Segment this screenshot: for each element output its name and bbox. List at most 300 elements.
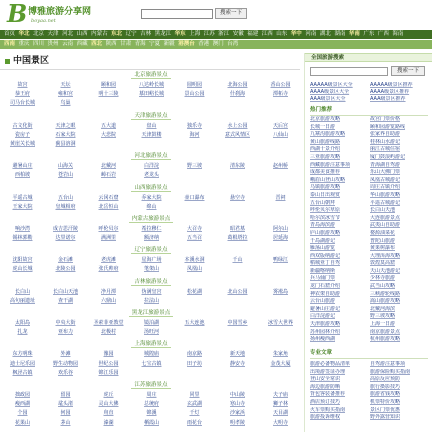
scenic-link[interactable]: 千山	[232, 257, 243, 264]
nav-province-link[interactable]: 辽宁	[125, 31, 137, 37]
scenic-link[interactable]: 沙家浜	[229, 410, 245, 417]
logo-mark[interactable]: B	[7, 0, 28, 28]
scenic-link[interactable]: 老龙头	[143, 172, 159, 179]
scenic-link[interactable]: 壶口瀑布	[184, 194, 205, 201]
hot-link[interactable]: 北京旅游攻略	[310, 116, 341, 122]
scenic-link[interactable]: 留园	[60, 391, 71, 398]
grade-link[interactable]: AAA级景区推荐	[370, 96, 406, 102]
hot-link[interactable]: 张家界自助游	[370, 131, 401, 138]
scenic-link[interactable]: 五台山	[57, 194, 73, 201]
scenic-link[interactable]: 寒山寺	[229, 401, 245, 408]
nav-province-link[interactable]: 河北	[62, 31, 74, 37]
scenic-link[interactable]: 达里诺尔	[55, 235, 76, 242]
article-link[interactable]: 旅游投诉维权	[310, 414, 341, 421]
article-link[interactable]: 酒店预订技巧	[310, 398, 341, 405]
hot-link[interactable]: 峨眉山登山攻略	[310, 176, 346, 183]
hot-link[interactable]: 大连旅游景点	[370, 214, 401, 221]
scenic-section	[0, 245, 302, 274]
scenic-link[interactable]: 田子坊	[186, 360, 202, 367]
scenic-link[interactable]: 黄崖关长城	[9, 140, 35, 147]
scenic-link[interactable]: 故宫	[17, 82, 28, 88]
hot-link[interactable]: 上海一日游	[370, 321, 396, 328]
scenic-link[interactable]: 雨花台	[186, 419, 202, 426]
scenic-link[interactable]: 明孝陵	[229, 419, 245, 426]
scenic-link[interactable]: 五大道	[100, 122, 116, 129]
scenic-link[interactable]: 茅山	[60, 419, 71, 426]
scenic-link[interactable]: 查干湖	[57, 297, 73, 304]
scenic-link[interactable]: 满洲里	[100, 235, 116, 242]
hot-link[interactable]: 普陀山旅游	[370, 237, 396, 244]
scenic-link[interactable]: 皇城相府	[55, 203, 76, 210]
scenic-link[interactable]: 玄武湖	[186, 401, 202, 408]
article-link[interactable]: 火车票购买指南	[310, 406, 346, 413]
scenic-link[interactable]: 大悲院	[100, 131, 116, 138]
scenic-link[interactable]: 八仙山	[272, 131, 288, 138]
nav-province-link[interactable]: 海南	[392, 31, 404, 37]
scenic-link[interactable]: 汤旺河	[143, 329, 159, 336]
article-link[interactable]: 自驾游注意事项	[370, 361, 406, 367]
nav-region-label[interactable]: 港澳台	[178, 41, 195, 47]
hot-link[interactable]: 故宫门票价格	[370, 116, 401, 122]
nav-province-link[interactable]: 澳门	[212, 41, 224, 47]
hot-link[interactable]: 武当山攻略	[370, 283, 396, 290]
section-title[interactable]: 上海旅游景点	[131, 341, 170, 348]
scenic-link[interactable]: 金石滩	[57, 257, 73, 264]
nav-province-link[interactable]: 江西	[261, 31, 273, 37]
scenic-link[interactable]: 扎龙	[17, 329, 28, 336]
scenic-link[interactable]: 八达岭长城	[138, 82, 164, 88]
nav-region-label[interactable]: 华南	[348, 31, 360, 37]
scenic-link[interactable]: 东方明珠	[12, 351, 33, 358]
hot-link[interactable]: 九寨沟旅游攻略	[310, 131, 346, 138]
nav-province-link[interactable]: 宁夏	[149, 41, 161, 47]
scenic-link[interactable]: 海河	[189, 131, 200, 138]
scenic-link[interactable]: 大召寺	[186, 225, 202, 232]
scenic-link[interactable]: 北陵公园	[55, 266, 76, 273]
scenic-link[interactable]: 北极村	[100, 329, 116, 336]
scenic-link[interactable]: 圣索菲亚教堂	[93, 320, 124, 326]
hot-link[interactable]: 青海湖自驾游	[370, 161, 401, 168]
scenic-link[interactable]: 外滩	[60, 351, 71, 358]
hot-link[interactable]: 青岛海滨游	[310, 222, 336, 229]
scenic-link[interactable]: 枫泾古镇	[12, 369, 33, 376]
nav-province-link[interactable]: 浙江	[218, 31, 230, 37]
scenic-link[interactable]: 北海公园	[227, 82, 248, 88]
scenic-link[interactable]: 中央大街	[55, 320, 76, 326]
section-title[interactable]: 山西旅游景点	[131, 185, 170, 192]
hot-link[interactable]: 五台山朝拜	[310, 199, 336, 206]
article-link[interactable]: 旅行摄影技巧	[370, 383, 401, 390]
scenic-link[interactable]: 天津之眼	[55, 122, 76, 129]
scenic-link[interactable]: 响沙湾	[14, 225, 30, 232]
scenic-link[interactable]: 净月潭	[100, 288, 116, 295]
nav-province-link[interactable]: 陕西	[105, 41, 117, 47]
scenic-link[interactable]: 锦溪	[146, 410, 157, 417]
hot-link[interactable]: 嵩山旅游攻略	[370, 298, 401, 305]
scenic-link[interactable]: 周庄	[146, 391, 157, 398]
scenic-link[interactable]: 中山陵	[229, 391, 245, 398]
scenic-link[interactable]: 平遥古城	[12, 194, 33, 201]
nav-province-link[interactable]: 内蒙古	[91, 31, 108, 37]
nav-row-2	[0, 40, 432, 49]
nav-region-label[interactable]: 华中	[290, 31, 302, 37]
hot-link[interactable]: 少林寺旅游	[370, 275, 396, 282]
scenic-link[interactable]: 伪满皇宫	[141, 288, 162, 295]
scenic-link[interactable]: 七宝古镇	[141, 360, 162, 367]
nav-province-link[interactable]: 甘肃	[120, 41, 132, 47]
scenic-link[interactable]: 希拉穆仁	[141, 225, 162, 232]
section-title-bar	[0, 245, 302, 256]
scenic-link[interactable]: 锦江乐园	[98, 369, 119, 376]
hot-link[interactable]: 稻城亚丁自驾	[310, 260, 341, 267]
sidebar-search-input[interactable]	[310, 67, 388, 76]
nav-province-link[interactable]: 新疆	[163, 41, 175, 47]
scenic-link[interactable]: 鸟巢	[60, 100, 71, 107]
scenic-link[interactable]: 本溪水洞	[184, 257, 205, 264]
scenic-link[interactable]: 张氏帅府	[98, 266, 119, 273]
hot-link[interactable]: 大理洱海攻略	[370, 252, 401, 259]
scenic-link[interactable]: 朱家角	[272, 351, 288, 358]
nav-province-link[interactable]: 安徽	[232, 31, 244, 37]
nav-province-link[interactable]: 黑龙江	[154, 31, 172, 37]
scenic-link[interactable]: 世纪公园	[98, 360, 119, 367]
hot-link[interactable]: 桂林山水游记	[370, 138, 401, 145]
scenic-link[interactable]: 溱湖	[103, 419, 114, 426]
nav-home-link[interactable]: 首页	[4, 31, 16, 37]
scenic-link[interactable]: 恭王府	[14, 91, 30, 98]
scenic-link[interactable]: 高句丽遗址	[9, 297, 35, 304]
article-link[interactable]: 旅游保险购买指南	[370, 368, 411, 375]
article-link[interactable]: 高原反应预防	[370, 376, 401, 383]
scenic-link[interactable]: 什刹海	[229, 91, 245, 98]
scenic-link[interactable]: 瘦西湖	[14, 401, 30, 408]
grade-link[interactable]: AAA级景区大全	[310, 96, 346, 102]
scenic-link[interactable]: 悬空寺	[229, 194, 245, 201]
hot-link[interactable]: 扬州瘦西湖	[310, 336, 336, 343]
scenic-link[interactable]: 六鼎山	[100, 297, 116, 304]
scenic-link[interactable]: 盘山	[146, 122, 157, 129]
article-link[interactable]: 机票特价攻略	[370, 398, 401, 405]
hot-link[interactable]: 龙门石窟介绍	[310, 283, 341, 290]
grade-link[interactable]: AAAA级景区大全	[310, 89, 350, 95]
hot-link[interactable]: 雁荡山游览	[310, 245, 336, 252]
scenic-link[interactable]: 北山公园	[227, 288, 248, 295]
hot-link[interactable]: 野三坡攻略	[370, 313, 396, 320]
hot-link[interactable]: 苏州园林介绍	[310, 328, 341, 335]
scenic-link[interactable]: 清东陵	[229, 163, 245, 170]
scenic-link[interactable]: 灵山大佛	[98, 401, 119, 408]
scenic-link[interactable]: 雾凇岛	[272, 288, 288, 295]
scenic-link[interactable]: 晋祠	[275, 194, 286, 201]
scenic-link[interactable]: 新天地	[229, 351, 245, 358]
hot-link[interactable]: 北戴河海滨	[370, 305, 396, 312]
hot-link[interactable]: 凤凰古城游记	[370, 176, 401, 183]
scenic-link[interactable]: 天后宫	[272, 122, 288, 129]
scenic-link[interactable]: 栖霞山	[143, 419, 159, 426]
scenic-link[interactable]: 锡林郭勒	[12, 235, 33, 242]
hot-link[interactable]: 周庄古镇介绍	[370, 184, 401, 191]
article-link[interactable]: 景区门票优惠	[370, 406, 401, 413]
scenic-link[interactable]: 拉法山	[143, 297, 159, 304]
scenic-link[interactable]: 呼伦贝尔	[98, 225, 119, 232]
scenic-link[interactable]: 白洋淀	[143, 163, 159, 170]
scenic-link[interactable]: 天目湖	[272, 410, 288, 417]
article-link[interactable]: 旅游必备物品清单	[310, 361, 351, 367]
scenic-link[interactable]: 鼋头渚	[57, 401, 73, 408]
scenic-link[interactable]: 总统府	[143, 401, 159, 408]
scenic-link[interactable]: 南京路	[186, 351, 202, 358]
nav-province-link[interactable]: 广西	[377, 31, 389, 37]
sidebar-search-title: 全国旅游搜索	[305, 53, 432, 62]
scenic-link[interactable]: 雍和宫	[57, 91, 73, 98]
hot-link[interactable]: 乐山大佛门票	[370, 169, 401, 176]
scenic-link[interactable]: 石家大院	[55, 131, 76, 138]
grade-link[interactable]: AAAAA级景区大全	[310, 82, 353, 88]
article-link[interactable]: 出境游签证办理	[310, 368, 346, 375]
hot-link[interactable]: 丽江古城住宿	[370, 146, 401, 153]
scenic-link[interactable]: 大明寺	[272, 419, 288, 426]
nav-region-label[interactable]: 华东	[174, 31, 186, 37]
scenic-link[interactable]: 云冈石窟	[98, 194, 119, 201]
scenic-link[interactable]: 冰雪大世界	[267, 320, 293, 326]
scenic-link[interactable]: 静安寺	[229, 360, 245, 367]
nav-province-link[interactable]: 四川	[33, 41, 45, 47]
scenic-link[interactable]: 长白山	[14, 288, 30, 295]
nav-province-link[interactable]: 贵州	[47, 41, 59, 47]
scenic-link[interactable]: 太阳岛	[14, 320, 30, 326]
hot-title: 热门推荐	[310, 106, 428, 116]
scenic-link[interactable]: 苍岩山	[57, 172, 73, 179]
hot-link[interactable]: 千岛湖游记	[310, 237, 336, 244]
nav-province-link[interactable]: 青海	[134, 41, 146, 47]
hot-link[interactable]: 长城一日游	[310, 123, 336, 130]
scenic-link[interactable]: 狮子林	[272, 401, 288, 408]
scenic-link[interactable]: 老虎滩	[100, 257, 116, 264]
nav-province-link[interactable]: 云南	[62, 41, 74, 47]
nav-province-link[interactable]: 山西	[76, 31, 88, 37]
grade-link[interactable]: AAAAA级景区推荐	[370, 82, 413, 88]
hot-link[interactable]: 西藏旅游注意事项	[310, 161, 351, 168]
scenic-link[interactable]: 古文化街	[12, 122, 33, 129]
scenic-link-grid	[0, 162, 302, 180]
scenic-link[interactable]: 赵州桥	[272, 163, 288, 170]
grade-link[interactable]: AAAA级景区推荐	[370, 89, 410, 95]
nav-province-link[interactable]: 山东	[276, 31, 288, 37]
article-link[interactable]: 背包客装备推荐	[310, 391, 346, 398]
scenic-link[interactable]: 司马台长城	[9, 100, 35, 107]
scenic-link[interactable]: 北戴河	[100, 163, 116, 170]
hot-link[interactable]: 天山天池游记	[370, 267, 401, 274]
hot-link[interactable]: 天津旅游攻略	[310, 321, 341, 328]
scenic-link[interactable]: 水上公园	[227, 122, 248, 129]
section-title[interactable]: 辽宁旅游景点	[131, 247, 170, 254]
scenic-link[interactable]: 潭柘寺	[272, 91, 288, 98]
scenic-link[interactable]: 夫子庙	[272, 391, 288, 398]
scenic-link[interactable]: 昭君墓	[229, 225, 245, 232]
scenic-link[interactable]: 北岳恒山	[98, 203, 119, 210]
scenic-link[interactable]: 圆明园	[186, 82, 202, 88]
hot-link[interactable]: 泰山日出观赏	[310, 191, 341, 198]
panel-header	[0, 53, 300, 70]
scenic-link[interactable]: 迪士尼乐园	[9, 360, 35, 367]
scenic-link[interactable]: 千灯	[189, 410, 200, 417]
scenic-link[interactable]: 五当召	[186, 235, 202, 242]
article-link[interactable]: 旅游省钱攻略	[370, 391, 401, 398]
nav-province-link[interactable]: 广东	[363, 31, 375, 37]
scenic-link[interactable]: 镜泊湖	[143, 320, 159, 326]
scenic-link[interactable]: 何园	[60, 410, 71, 417]
hot-link[interactable]: 呼伦贝尔草原	[310, 207, 341, 214]
hot-link[interactable]: 南京旅游景点	[370, 328, 401, 335]
nav-province-link[interactable]: 河南	[305, 31, 317, 37]
nav-region-label[interactable]: 东北	[111, 31, 123, 37]
scenic-link[interactable]: 乔家大院	[141, 194, 162, 201]
site-name[interactable]: 博雅旅游分享网	[28, 7, 92, 17]
section-title[interactable]: 河北旅游景点	[131, 153, 170, 160]
hot-link[interactable]: 新疆喀纳斯	[310, 267, 336, 274]
hot-link[interactable]: 西双版纳游记	[310, 252, 341, 259]
hot-link[interactable]: 武夷山自助游	[370, 222, 401, 229]
hot-link[interactable]: 白洋淀游记	[310, 313, 336, 320]
scenic-link[interactable]: 居延海	[272, 235, 288, 242]
hot-link[interactable]: 厦门鼓浪屿游记	[370, 153, 406, 160]
page-title: 中国景区	[13, 56, 50, 66]
scenic-link[interactable]: 同里	[189, 391, 200, 398]
scenic-link[interactable]: 嶂石岩	[100, 172, 116, 179]
hot-link[interactable]: 华山旅游攻略	[370, 191, 401, 198]
scenic-link-grid	[0, 81, 302, 109]
hot-link[interactable]: 兵马俑门票	[310, 275, 336, 282]
hot-link[interactable]: 婺源油菜花	[370, 229, 396, 236]
sidebar-search-button[interactable]: 搜索一下	[391, 66, 425, 76]
scenic-link[interactable]: 亚布力	[57, 329, 73, 336]
nav-region-label[interactable]: 西北	[91, 41, 103, 47]
hot-link[interactable]: 黄果树瀑布	[370, 245, 396, 252]
scenic-link[interactable]: 慕田峪长城	[138, 91, 164, 98]
scenic-link[interactable]: 葛根塔拉	[227, 235, 248, 242]
section-title-bar	[0, 277, 302, 288]
scenic-link[interactable]: 笔架山	[143, 266, 159, 273]
scenic-link[interactable]: 蓟县溶洞	[55, 140, 76, 147]
scenic-link[interactable]: 天津鼓楼	[141, 131, 162, 138]
nav-region-label[interactable]: 西南	[4, 41, 16, 47]
scenic-section	[0, 70, 302, 109]
scenic-link[interactable]: 中国雪乡	[227, 320, 248, 326]
scenic-link[interactable]: 豫园	[103, 351, 114, 358]
scenic-link[interactable]: 城隍庙	[143, 351, 159, 358]
scenic-link[interactable]: 额济纳	[143, 235, 159, 242]
nav-province-link[interactable]: 上海	[189, 31, 201, 37]
nav-province-link[interactable]: 湖北	[319, 31, 331, 37]
nav-province-link[interactable]: 西藏	[76, 41, 88, 47]
hot-link[interactable]: 避暑山庄游记	[310, 305, 341, 312]
article-link[interactable]: 登山安全常识	[310, 376, 341, 383]
section-title[interactable]: 黑龙江旅游景点	[129, 310, 174, 317]
hot-link[interactable]: 庐山旅游攻略	[310, 229, 341, 236]
nav-province-link[interactable]: 吉林	[140, 31, 152, 37]
section-title-bar	[0, 111, 302, 122]
scenic-link[interactable]: 野三坡	[186, 163, 202, 170]
hot-link[interactable]: 杭州旅游攻略	[370, 336, 401, 343]
nav-province-link[interactable]: 台湾	[227, 41, 239, 47]
scenic-link[interactable]: 明十三陵	[98, 91, 119, 98]
search-input[interactable]	[141, 9, 213, 19]
scenic-link[interactable]: 松花湖	[186, 288, 202, 295]
article-link[interactable]: 野外露营知识	[370, 414, 401, 421]
nav-province-link[interactable]: 北京	[33, 31, 45, 37]
scenic-link[interactable]: 瓷房子	[14, 131, 30, 138]
scenic-link[interactable]: 独乐寺	[186, 122, 202, 129]
nav-province-link[interactable]: 福建	[247, 31, 259, 37]
scenic-link[interactable]: 星海广场	[141, 257, 162, 264]
scenic-link[interactable]: 绵山	[146, 203, 157, 210]
scenic-link[interactable]: 花果山	[14, 419, 30, 426]
scenic-link[interactable]: 沈阳故宫	[12, 257, 33, 264]
scenic-link[interactable]: 避暑山庄	[12, 163, 33, 170]
nav-province-link[interactable]: 天津	[47, 31, 59, 37]
scenic-link[interactable]: 欢乐谷	[57, 369, 73, 376]
scenic-link[interactable]: 景山公园	[184, 91, 205, 98]
hot-link[interactable]: 颐和园游览路线	[370, 123, 406, 130]
scenic-link[interactable]: 意式风情区	[224, 131, 250, 138]
hot-link[interactable]: 成都美食推荐	[310, 169, 341, 176]
hot-link[interactable]: 乌镇旅游攻略	[310, 184, 341, 191]
scenic-link[interactable]: 西柏坡	[14, 172, 30, 179]
scenic-link[interactable]: 五大连池	[184, 320, 205, 326]
scenic-link[interactable]: 甪直	[103, 410, 114, 417]
scenic-link[interactable]: 虎丘	[103, 391, 114, 398]
scenic-link[interactable]: 成吉思汗陵	[52, 225, 78, 232]
scenic-link[interactable]: 王家大院	[12, 203, 33, 210]
nav-province-link[interactable]: 重庆	[18, 41, 30, 47]
scenic-link[interactable]: 野生动物园	[52, 360, 78, 367]
hot-link[interactable]: 敦煌莫高窟	[370, 260, 396, 267]
search-button[interactable]: 搜索一下	[215, 8, 247, 19]
scenic-link[interactable]: 鸭绿江	[272, 257, 288, 264]
scenic-link[interactable]: 金茂大厦	[270, 360, 291, 367]
scenic-link[interactable]: 阿尔山	[272, 225, 288, 232]
nav-province-link[interactable]: 香港	[198, 41, 210, 47]
nav-region-label[interactable]: 华北	[18, 31, 30, 37]
section-title[interactable]: 天津旅游景点	[131, 113, 170, 120]
hot-link[interactable]: 长白山天池	[370, 207, 396, 214]
hot-link[interactable]: 黄山旅游线路	[310, 138, 341, 145]
scenic-link[interactable]: 山海关	[57, 163, 73, 170]
scenic-link[interactable]: 虎山长城	[12, 266, 33, 273]
scenic-link[interactable]: 颐和园	[100, 82, 116, 88]
hot-link[interactable]: 三峡游轮线路	[370, 290, 401, 297]
hot-link[interactable]: 西湖十景介绍	[310, 146, 341, 153]
hot-link[interactable]: 云台山旅游	[310, 298, 336, 305]
hot-link[interactable]: 哈尔滨冰雪节	[310, 214, 341, 221]
section-title[interactable]: 内蒙古旅游景点	[129, 216, 174, 223]
hot-link[interactable]: 平遥古城游记	[370, 199, 401, 206]
section-title[interactable]: 江苏旅游景点	[131, 382, 170, 389]
scenic-link[interactable]: 拙政园	[14, 391, 30, 398]
scenic-link[interactable]: 凤凰山	[186, 266, 202, 273]
hot-link[interactable]: 三亚旅游攻略	[310, 153, 341, 160]
section-title[interactable]: 北京旅游景点	[131, 72, 170, 79]
nav-province-link[interactable]: 湖南	[334, 31, 346, 37]
nav-province-link[interactable]: 江苏	[203, 31, 215, 37]
scenic-link[interactable]: 长白山天池	[52, 288, 78, 295]
scenic-link[interactable]: 天坛	[60, 82, 71, 88]
scenic-link[interactable]: 个园	[17, 410, 28, 417]
section-title[interactable]: 吉林旅游景点	[131, 279, 170, 286]
hot-link[interactable]: 神农架自助游	[310, 290, 341, 297]
scenic-link[interactable]: 香山公园	[270, 82, 291, 88]
article-link[interactable]: 海边旅游防晒	[310, 383, 341, 390]
